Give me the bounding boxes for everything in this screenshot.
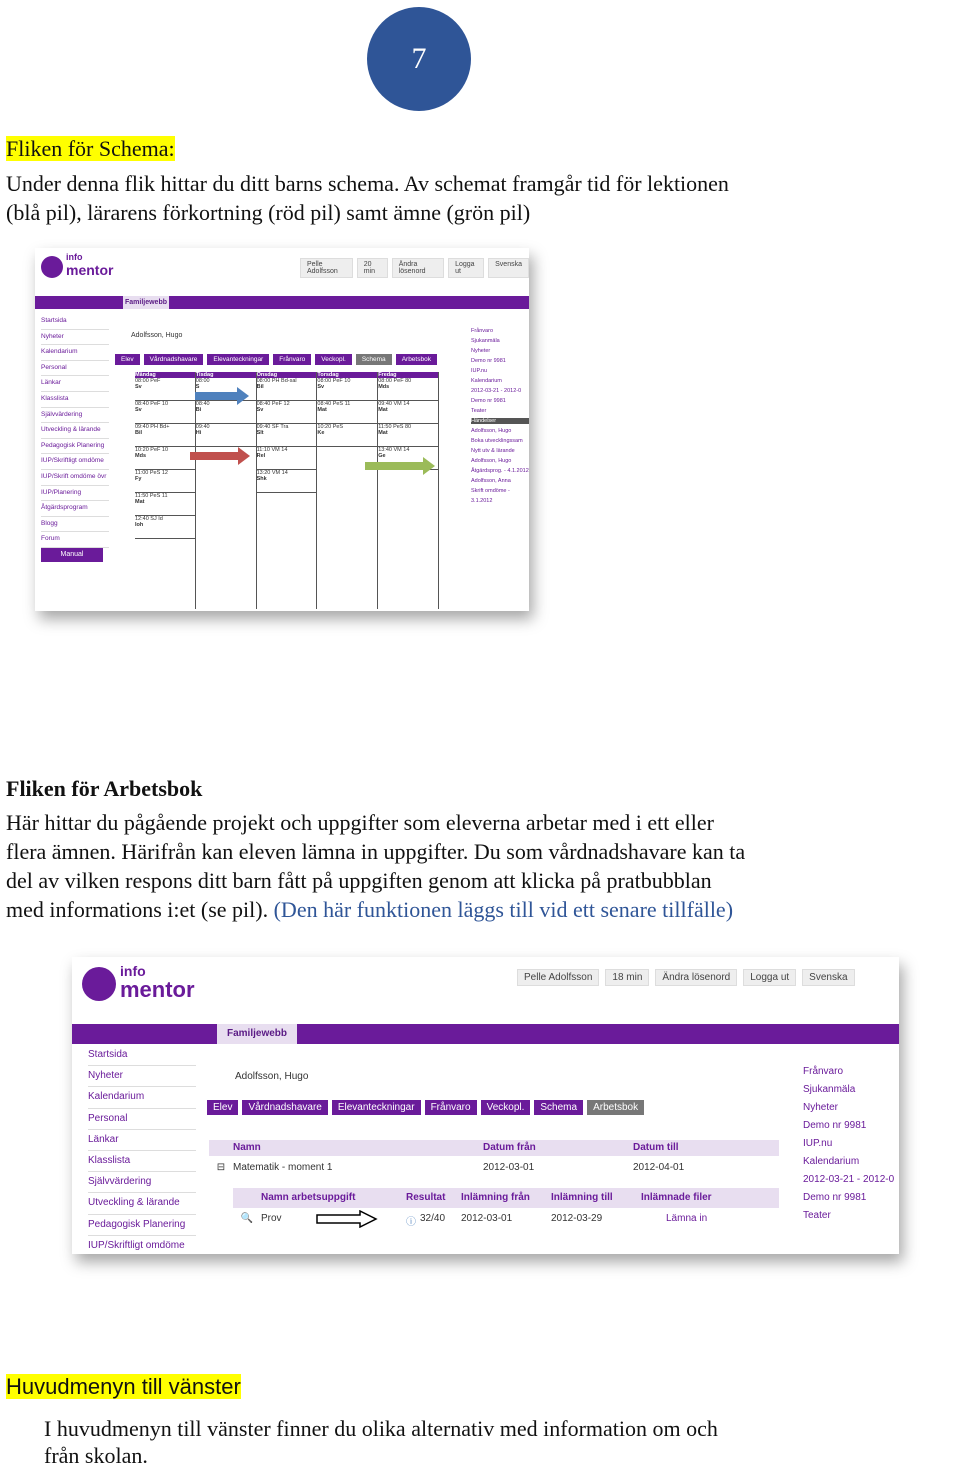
right-link[interactable]: Teater	[471, 408, 487, 414]
logout-link[interactable]: Logga ut	[448, 258, 484, 278]
lesson-teacher: PeF 10	[332, 378, 351, 384]
right-text: Demo nr 9981	[471, 358, 506, 364]
lesson-time: 08:40	[135, 401, 149, 407]
lesson-cell[interactable]	[257, 470, 317, 493]
project-date-to: 2012-04-01	[633, 1162, 685, 1173]
right-link[interactable]: Boka utvecklingssam	[471, 438, 523, 444]
logo-info: info	[120, 963, 146, 979]
right-link[interactable]: IUP.nu	[471, 368, 488, 374]
sidebar-item[interactable]: Nyheter	[88, 1066, 196, 1087]
tab-veckopl[interactable]: Veckopl.	[315, 354, 352, 365]
lesson-subject: Ke	[317, 430, 325, 436]
sidebar-item[interactable]: IUP/Skriftligt omdöme	[88, 1236, 196, 1254]
right-link[interactable]: Åtgärdsprog. - 4.1.2012	[471, 468, 529, 474]
lesson-subject: Bil	[256, 384, 264, 390]
lesson-time: 11:50	[135, 493, 149, 499]
tab-franvaro[interactable]: Frånvaro	[273, 354, 311, 365]
lesson-cell[interactable]	[378, 401, 438, 424]
task-table-header	[233, 1188, 779, 1208]
lesson-subject: Sv	[317, 384, 325, 390]
task-date-to: 2012-03-29	[551, 1213, 603, 1224]
change-password-link[interactable]: Ändra lösenord	[392, 258, 444, 278]
arbetsbok-screenshot	[72, 957, 899, 1254]
arrow-outline-icon	[316, 1210, 378, 1228]
lesson-time: 11:00	[135, 470, 149, 476]
info-bubble-icon[interactable]: ⓘ	[406, 1217, 416, 1228]
huvudmeny-text-2: från skolan.	[44, 1443, 148, 1468]
mentor-logo-icon	[41, 256, 63, 278]
lesson-subject: Rel	[256, 453, 266, 459]
lesson-cell[interactable]	[257, 378, 317, 401]
day-header: Fredag	[378, 372, 438, 378]
sidebar-item[interactable]: Personal	[41, 361, 109, 377]
tab-bar	[115, 354, 441, 365]
lesson-teacher: SF Tra	[271, 424, 289, 430]
lesson-teacher: PH Bd-sal	[271, 378, 297, 384]
lesson-subject: Ge	[378, 453, 386, 459]
arbetsbok-text-4b: (Den här funktionen läggs till vid ett senare tillfälle)	[273, 897, 734, 922]
lesson-time: 08:00	[195, 378, 210, 384]
lesson-cell[interactable]	[317, 378, 377, 401]
project-name: Matematik - moment 1	[233, 1162, 333, 1173]
lesson-time: 09:40	[195, 424, 210, 430]
tab-schema[interactable]: Schema	[356, 354, 392, 365]
right-text: 2012-03-21 - 2012-0	[471, 388, 522, 394]
tab-bar	[207, 1100, 648, 1115]
arbetsbok-text-4a: med informations i:et (se pil).	[6, 897, 269, 922]
project-table-header	[209, 1140, 779, 1156]
day-header: Tisdag	[196, 372, 256, 378]
sidebar-item[interactable]: Länkar	[41, 376, 109, 392]
task-name: Prov	[261, 1213, 282, 1224]
red-arrow-icon	[190, 452, 240, 460]
lesson-cell[interactable]	[135, 447, 195, 470]
right-text: Adolfsson, Hugo	[471, 428, 512, 434]
lesson-cell[interactable]	[135, 378, 195, 401]
right-link[interactable]: Teater	[803, 1210, 831, 1221]
mentor-logo-icon	[82, 967, 116, 1001]
lesson-teacher: PH Bd+	[150, 424, 170, 430]
schema-text-1: Under denna flik hittar du ditt barns schema. Av schemat framgår tid för lektionen	[6, 171, 729, 196]
lesson-subject: Fy	[135, 476, 142, 482]
sidebar	[41, 314, 109, 548]
lesson-subject: Slt	[256, 430, 264, 436]
lesson-cell[interactable]	[135, 516, 195, 539]
project-row[interactable]	[209, 1162, 779, 1173]
right-heading: Kalendarium	[803, 1156, 860, 1167]
manual-button[interactable]: Manual	[41, 548, 103, 562]
tab-elev[interactable]: Elev	[115, 354, 140, 365]
sidebar-item[interactable]: Pedagogisk Planering	[41, 439, 109, 455]
collapse-icon[interactable]: ⊟	[216, 1162, 226, 1173]
right-text: Demo nr 9981	[803, 1120, 867, 1131]
sidebar-item[interactable]: Startsida	[88, 1045, 196, 1066]
user-name[interactable]: Pelle Adolfsson	[300, 258, 353, 278]
right-link[interactable]: Frånvaro	[471, 328, 494, 334]
right-link[interactable]: Sjukanmäla	[803, 1084, 856, 1095]
sidebar-item[interactable]: Kalendarium	[88, 1087, 196, 1108]
task-date-from: 2012-03-01	[461, 1213, 513, 1224]
sidebar-item[interactable]: Forum	[41, 532, 109, 548]
lesson-time: 13:40	[378, 447, 392, 453]
lesson-cell[interactable]	[257, 447, 317, 470]
right-panel	[471, 328, 529, 508]
right-heading: Kalendarium	[471, 378, 502, 384]
user-name[interactable]: Pelle Adolfsson	[517, 969, 599, 986]
change-password-link[interactable]: Ändra lösenord	[655, 969, 737, 986]
sidebar-item[interactable]: Startsida	[41, 314, 109, 330]
sidebar-item[interactable]: Klasslista	[88, 1151, 196, 1172]
sidebar-item[interactable]: Åtgärdsprogram	[41, 501, 109, 517]
lesson-teacher: VM 14	[393, 447, 410, 453]
lesson-subject: Mat	[378, 430, 388, 436]
lesson-time: 11:50	[378, 424, 392, 430]
arbetsbok-text-1: Här hittar du pågående projekt och uppgifter som eleverna arbetar med i ett eller	[6, 810, 714, 835]
right-text: Demo nr 9981	[803, 1192, 867, 1203]
lesson-teacher: VM 14	[271, 470, 288, 476]
lesson-teacher: PeS 11	[149, 493, 168, 499]
lesson-time: 11:10	[256, 447, 270, 453]
sidebar-item[interactable]: Klasslista	[41, 392, 109, 408]
lesson-cell[interactable]	[257, 424, 317, 447]
column-header[interactable]: Inlämning till	[551, 1192, 613, 1203]
submit-link[interactable]: Lämna in	[666, 1213, 708, 1224]
lesson-subject: Shk	[256, 476, 267, 482]
arbetsbok-text-2: flera ämnen. Härifrån kan eleven lämna in uppgifter. Du som vårdnadshavare kan ta	[6, 839, 746, 864]
session-timer: 18 min	[605, 969, 649, 986]
lesson-time: 08:40	[195, 401, 210, 407]
tab-elevanteckningar[interactable]: Elevanteckningar	[332, 1100, 421, 1115]
lesson-subject: Bi	[195, 407, 202, 413]
day-header: Torsdag	[317, 372, 377, 378]
schema-screenshot	[35, 248, 529, 611]
lesson-time: 10:20	[317, 424, 332, 430]
right-link[interactable]: Frånvaro	[803, 1066, 844, 1077]
column-header[interactable]: Datum från	[483, 1142, 536, 1153]
day-header: Onsdag	[257, 372, 317, 378]
logout-link[interactable]: Logga ut	[743, 969, 796, 986]
right-heading: Nyheter	[471, 348, 491, 354]
lesson-time: 08:40	[256, 401, 271, 407]
lesson-subject: S	[195, 384, 200, 390]
day-header: Måndag	[135, 372, 195, 378]
right-text: Demo nr 9981	[471, 398, 506, 404]
lesson-time: 09:40	[135, 424, 149, 430]
logo-info: info	[66, 252, 83, 262]
tab-veckopl[interactable]: Veckopl.	[481, 1100, 531, 1115]
top-bar	[517, 969, 855, 986]
tab-elev[interactable]: Elev	[207, 1100, 238, 1115]
lesson-teacher: PeF 80	[393, 378, 412, 384]
schema-text-2: (blå pil), lärarens förkortning (röd pil) samt ämne (grön pil)	[6, 200, 531, 225]
right-link[interactable]: Skrift omdöme -	[471, 488, 510, 494]
tab-arbetsbok[interactable]: Arbetsbok	[396, 354, 437, 365]
logo-mentor: mentor	[120, 977, 195, 1002]
schema-heading: Fliken för Schema:	[6, 136, 175, 161]
task-result: 32/40	[420, 1213, 446, 1224]
lesson-teacher: PeF 12	[271, 401, 290, 407]
language-link[interactable]: Svenska	[802, 969, 854, 986]
lesson-cell[interactable]	[257, 401, 317, 424]
project-date-from: 2012-03-01	[483, 1162, 535, 1173]
lesson-time: 10:20	[135, 447, 149, 453]
schedule-grid	[135, 372, 439, 609]
lesson-subject: Mds	[378, 384, 390, 390]
right-heading: Nyheter	[803, 1102, 839, 1113]
right-text: Nytt utv & lärande	[471, 448, 515, 454]
tab-vardnadshavare[interactable]: Vårdnadshavare	[144, 354, 204, 365]
right-text: 2012-03-21 - 2012-0	[803, 1174, 895, 1185]
lesson-teacher: PeS 11	[332, 401, 351, 407]
tab-schema[interactable]: Schema	[534, 1100, 583, 1115]
lesson-subject: Hi	[195, 430, 202, 436]
lesson-subject: Mat	[135, 499, 145, 505]
lesson-time: 08:00	[317, 378, 332, 384]
lesson-teacher: PeF 10	[150, 447, 169, 453]
sidebar	[76, 1045, 196, 1254]
session-timer: 20 min	[357, 258, 388, 278]
lesson-time: 08:00	[135, 378, 149, 384]
sidebar-item[interactable]: Utveckling & lärande	[88, 1193, 196, 1214]
sidebar-item[interactable]: Nyheter	[41, 330, 109, 346]
lesson-subject: Mds	[135, 453, 146, 459]
lesson-teacher: PeF	[150, 378, 161, 384]
lesson-cell[interactable]	[317, 424, 377, 447]
lesson-teacher: PeS 12	[149, 470, 168, 476]
day-column	[135, 372, 196, 609]
right-text: Adolfsson, Hugo	[471, 458, 512, 464]
arrow-pointer	[316, 1213, 406, 1228]
sidebar-item[interactable]: Självvärdering	[41, 408, 109, 424]
header-bar	[35, 296, 529, 309]
lesson-subject: Mat	[378, 407, 388, 413]
page-number-badge: 7	[367, 7, 471, 111]
lesson-teacher: PeF 10	[150, 401, 169, 407]
lesson-time: 08:00	[378, 378, 392, 384]
arbetsbok-text-3: del av vilken respons ditt barn fått på uppgiften genom att klicka på pratbubblan	[6, 868, 712, 893]
lesson-teacher: VM 14	[393, 401, 410, 407]
column-header[interactable]: Inlämning från	[461, 1192, 530, 1203]
lesson-cell[interactable]	[135, 424, 195, 447]
familjewebb-tab[interactable]: Familjewebb	[123, 296, 169, 309]
lesson-time: 08:40	[317, 401, 332, 407]
task-row[interactable]	[233, 1213, 779, 1228]
green-arrow-icon	[365, 462, 425, 470]
lesson-cell[interactable]	[135, 493, 195, 516]
lesson-cell[interactable]	[135, 470, 195, 493]
sidebar-item[interactable]: Personal	[88, 1109, 196, 1130]
lesson-subject: Mat	[317, 407, 327, 413]
tab-vardnadshavare[interactable]: Vårdnadshavare	[242, 1100, 327, 1115]
huvudmeny-text-1: I huvudmenyn till vänster finner du olika alternativ med information om och	[44, 1416, 718, 1441]
right-panel	[803, 1065, 899, 1227]
lesson-time: 09:40	[378, 401, 392, 407]
lesson-teacher: SJ Id	[150, 516, 163, 522]
column-header[interactable]: Namn arbetsuppgift	[261, 1192, 356, 1203]
day-column	[317, 372, 378, 609]
sidebar-item[interactable]: Blogg	[41, 517, 109, 533]
lesson-teacher: PeS 80	[393, 424, 412, 430]
column-header[interactable]: Datum till	[633, 1142, 679, 1153]
day-column	[378, 372, 439, 609]
logo-mentor: mentor	[66, 262, 114, 278]
sidebar-item[interactable]: Länkar	[88, 1130, 196, 1151]
day-column	[196, 372, 257, 609]
tab-elevanteckningar[interactable]: Elevanteckningar	[207, 354, 269, 365]
arbetsbok-heading: Fliken för Arbetsbok	[6, 776, 203, 801]
day-column	[257, 372, 318, 609]
sidebar-item[interactable]: IUP/Skrift omdöme övr	[41, 470, 109, 486]
right-heading: Händelser	[471, 418, 529, 424]
lesson-subject: Sv	[256, 407, 264, 413]
huvudmeny-heading: Huvudmenyn till vänster	[6, 1374, 241, 1399]
sidebar-item[interactable]: Självvärdering	[88, 1172, 196, 1193]
right-text: 3.1.2012	[471, 498, 493, 504]
lesson-time: 08:00	[256, 378, 271, 384]
student-name: Adolfsson, Hugo	[235, 1071, 309, 1082]
lesson-subject: Bil	[135, 430, 143, 436]
lesson-cell[interactable]	[378, 424, 438, 447]
familjewebb-tab[interactable]: Familjewebb	[217, 1024, 297, 1044]
sidebar-item[interactable]: Kalendarium	[41, 345, 109, 361]
lesson-teacher: PeS	[332, 424, 344, 430]
lesson-time: 09:40	[256, 424, 271, 430]
tab-franvaro[interactable]: Frånvaro	[425, 1100, 477, 1115]
sidebar-item[interactable]: Utveckling & lärande	[41, 423, 109, 439]
lesson-subject: Sv	[135, 407, 142, 413]
lesson-cell[interactable]	[196, 424, 256, 447]
right-link[interactable]: Sjukanmäla	[471, 338, 500, 344]
column-header[interactable]: Inlämnade filer	[641, 1192, 712, 1203]
lesson-cell[interactable]	[135, 401, 195, 424]
student-name: Adolfsson, Hugo	[131, 332, 183, 339]
search-icon[interactable]: 🔍	[240, 1213, 254, 1224]
sidebar-item[interactable]: IUP/Skriftligt omdöme	[41, 454, 109, 470]
right-text: Adolfsson, Anna	[471, 478, 511, 484]
blue-arrow-icon	[195, 392, 239, 400]
lesson-time: 12:40	[135, 516, 149, 522]
lesson-subject: Ioh	[135, 522, 144, 528]
lesson-time: 13:20	[256, 470, 271, 476]
right-link[interactable]: IUP.nu	[803, 1138, 833, 1149]
sidebar-item[interactable]: Pedagogisk Planering	[88, 1215, 196, 1236]
lesson-subject: Sv	[135, 384, 142, 390]
language-link[interactable]: Svenska	[488, 258, 529, 278]
header-bar	[72, 1024, 899, 1044]
lesson-teacher: VM 14	[271, 447, 288, 453]
column-header[interactable]: Resultat	[406, 1192, 446, 1203]
lesson-cell[interactable]	[378, 378, 438, 401]
arbetsbok-text-4	[6, 895, 733, 924]
column-header[interactable]: Namn	[233, 1142, 261, 1153]
lesson-cell[interactable]	[317, 401, 377, 424]
sidebar-item[interactable]: IUP/Planering	[41, 486, 109, 502]
tab-arbetsbok[interactable]: Arbetsbok	[587, 1100, 644, 1115]
top-bar	[300, 258, 529, 278]
